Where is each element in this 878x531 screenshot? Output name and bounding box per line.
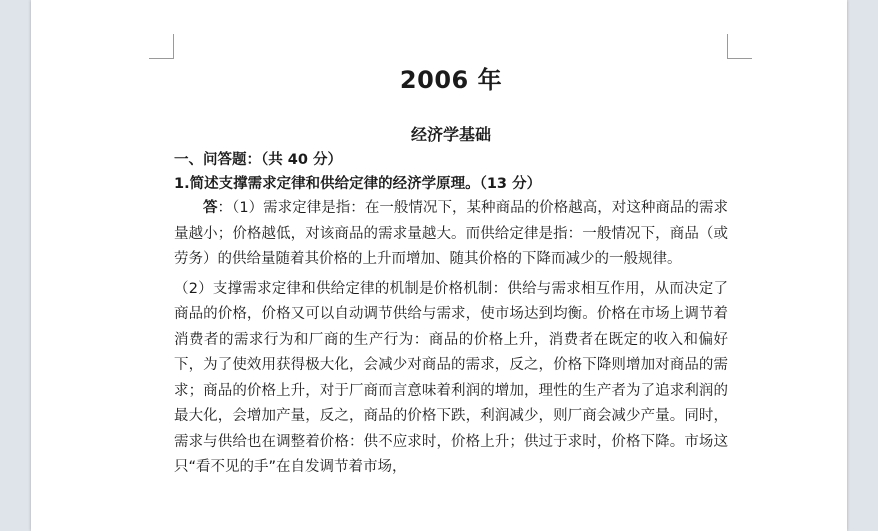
margin-corner-top-left [149,34,174,59]
question-1: 1.简述支撑需求定律和供给定律的经济学原理。（13 分） [174,176,542,192]
document-body[interactable] [174,58,728,481]
answer-text-1: ：（1）需求定律是指：在一般情况下，某种商品的价格越高，对这种商品的需求量越小；价格越低，对该商品的需求量越大。而供给定律是指：一般情况下，商品（或劳务）的供给量随着其价格的上升而增加、随其价格的下降而减少的一般规律。 [174,200,728,267]
margin-corner-top-right [727,34,752,59]
answer-label: 答 [203,200,218,216]
section-heading: 一、问答题：（共 40 分） [174,152,343,168]
year-title: 2006 年 [399,66,503,94]
subject-title: 经济学基础 [410,125,491,144]
document-page[interactable] [31,0,847,531]
answer-paragraph-1 [174,196,728,273]
answer-paragraph-2: （2）支撑需求定律和供给定律的机制是价格机制：供给与需求相互作用，从而决定了商品的价格，价格又可以自动调节供给与需求，使市场达到均衡。价格在市场上调节着消费者的需求行为和厂商的生产行为：商品的价格上升，消费者在既定的收入和偏好下，为了使效用获得极大化，会减少对商品的需求，反之，价格下降则增加对商品的需求；商品的价格上升，对于厂商而言意味着利润的增加，理性的生产者为了追求利润的最大化，会增加产量，反之，商品的价格下跌，利润减少，则厂商会减少产量。同时，需求与供给也在调整着价格：供不应求时，价格上升；供过于求时，价格下降。市场这只“看不见的手”在自发调节着市场， [174,280,728,475]
